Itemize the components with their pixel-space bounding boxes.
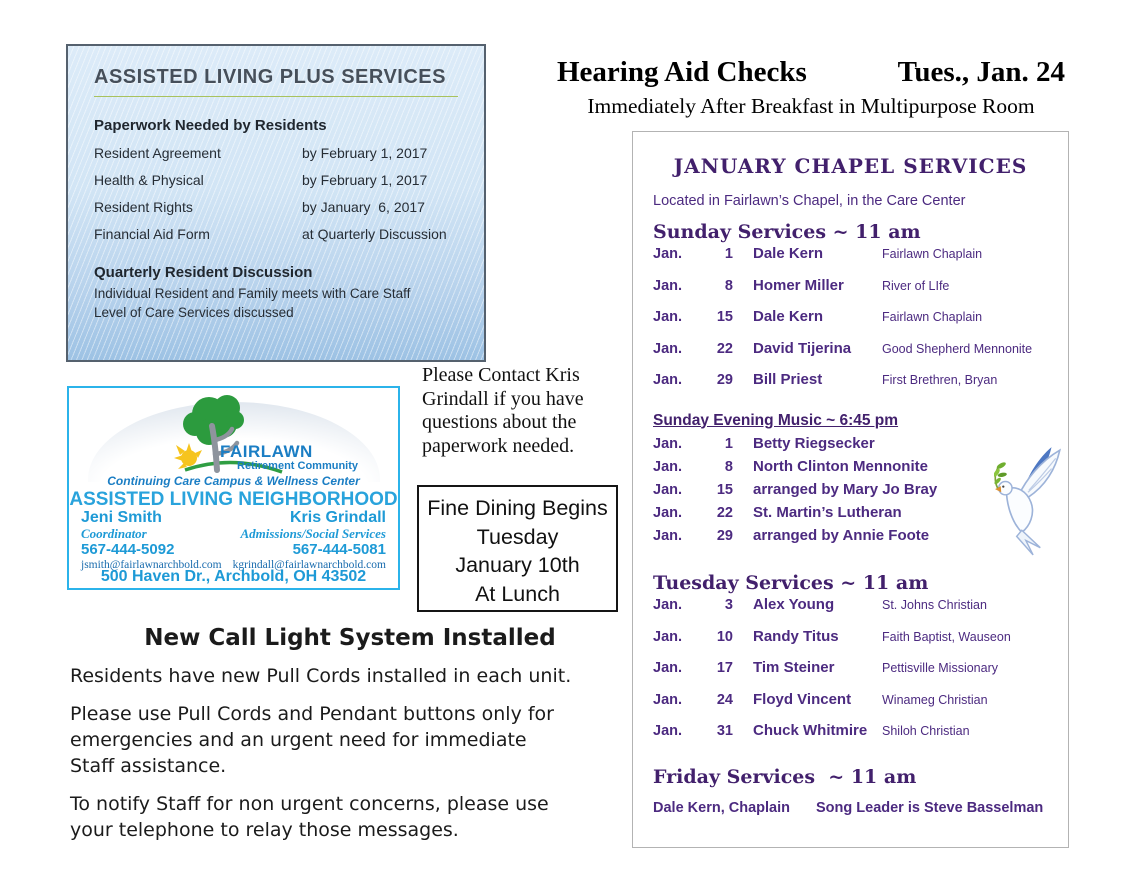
paperwork-due: at Quarterly Discussion [302,226,447,242]
service-speaker: Bill Priest [753,371,823,388]
music-performer: arranged by Annie Foote [753,527,930,545]
service-church: Fairlawn Chaplain [882,247,983,261]
paperwork-row [94,199,458,215]
friday-song-leader: Song Leader is Steve Basselman [816,799,1044,816]
fine-dining-line: Tuesday [476,524,559,549]
service-row [653,308,1048,340]
music-performer: arranged by Mary Jo Bray [753,480,938,498]
service-day: 29 [716,372,733,388]
friday-services-heading: Friday Services ~ 11 am [653,765,917,788]
service-month: Jan. [653,723,683,740]
paperwork-due: by February 1, 2017 [302,172,428,188]
service-month: Jan. [653,372,683,388]
service-speaker: Randy Titus [753,627,839,645]
chapel-title: JANUARY CHAPEL SERVICES [673,154,1028,178]
paperwork-row [94,226,458,242]
hearing-aid-title: Hearing Aid Checks [557,56,807,88]
music-month: Jan. [653,528,683,545]
paperwork-label: Resident Rights [94,199,193,215]
service-speaker: Dale Kern [753,245,824,262]
contact-title: Coordinator [81,526,147,541]
service-month: Jan. [653,340,683,357]
hearing-aid-subtitle: Immediately After Breakfast in Multipurpose Room [587,94,1035,118]
contact-note-line: paperwork needed. [422,434,575,457]
service-row [653,245,1048,277]
paragraph-line: To notify Staff for non urgent concerns, please use [70,793,549,815]
brand-subtitle: Retirement Community [237,460,359,472]
tuesday-services-rows [653,596,1048,754]
service-speaker: Tim Steiner [753,659,835,677]
card-address: 500 Haven Dr., Archbold, OH 43502 [100,568,367,585]
service-row [653,340,1048,372]
music-month: Jan. [653,458,683,475]
service-speaker: David Tijerina [753,339,852,357]
service-row [653,277,1048,309]
contact-phone: 567-444-5081 [292,541,386,558]
service-church: Fairlawn Chaplain [882,310,983,324]
brand-tagline: Continuing Care Campus & Wellness Center [107,474,360,488]
paperwork-label: Financial Aid Form [94,226,210,242]
service-speaker: Chuck Whitmire [753,722,868,740]
contact-note [422,364,584,458]
music-performer: Betty Riegsecker [753,434,875,452]
chapel-location: Located in Fairlawn’s Chapel, in the Care Center [653,193,966,209]
dove-icon [994,444,1066,559]
service-speaker: Alex Young [753,596,835,614]
service-church: Faith Baptist, Wauseon [882,629,1011,644]
music-day: 8 [724,458,733,475]
friday-chaplain: Dale Kern, Chaplain [653,799,790,816]
service-speaker: Dale Kern [753,308,824,325]
service-speaker: Floyd Vincent [753,690,852,708]
sunday-services-rows [653,245,1048,403]
paperwork-due: by February 1, 2017 [302,145,428,161]
music-performer: North Clinton Mennonite [753,457,928,475]
service-month: Jan. [653,246,683,262]
friday-services-row [653,800,1048,816]
music-day: 29 [716,528,733,545]
service-month: Jan. [653,628,683,645]
contact-title: Admissions/Social Services [240,526,386,541]
paragraph-line: Please use Pull Cords and Pendant buttons only for [70,703,554,725]
contact-note-line: Grindall if you have [422,387,584,410]
service-row [653,691,1048,723]
music-day: 1 [724,435,733,452]
service-church: Pettisville Missionary [882,661,999,676]
tuesday-services-heading: Tuesday Services ~ 11 am [653,572,929,595]
hearing-aid-title-row [557,56,1065,89]
service-day: 10 [716,628,733,645]
paperwork-row [94,145,458,161]
fairlawn-business-card [67,386,400,590]
service-church: Winameg Christian [882,692,988,707]
service-day: 22 [716,340,733,357]
chapel-services-box [632,131,1069,848]
call-light-paragraph [70,791,630,843]
paperwork-label: Resident Agreement [94,145,221,161]
service-day: 3 [724,597,733,614]
hearing-aid-header [557,56,1065,119]
music-row [653,435,1048,458]
contact-name: Jeni Smith [81,509,162,526]
paperwork-row [94,172,458,188]
service-month: Jan. [653,277,683,294]
paragraph-line: Staff assistance. [70,755,227,777]
sunday-evening-music-rows [653,435,1048,551]
call-light-paragraph [70,663,630,689]
service-church: River of LIfe [882,278,950,293]
music-month: Jan. [653,481,683,498]
paragraph-line: your telephone to relay those messages. [70,819,459,841]
music-row [653,504,1048,527]
service-month: Jan. [653,691,683,708]
contact-note-line: Please Contact Kris [422,364,580,386]
card-contacts [81,509,386,573]
assisted-living-plus-box [66,44,486,362]
paperwork-label: Health & Physical [94,172,204,188]
card-banner: ASSISTED LIVING NEIGHBORHOOD [69,489,398,510]
service-day: 15 [716,309,733,325]
fine-dining-box [417,485,618,612]
quarterly-discussion-line: Individual Resident and Family meets with Care Staff [94,286,411,301]
sunday-services-heading: Sunday Services ~ 11 am [653,221,921,243]
quarterly-discussion-line: Level of Care Services discussed [94,305,294,320]
music-day: 22 [716,505,733,522]
music-performer: St. Martin’s Lutheran [753,504,902,522]
service-row [653,596,1048,628]
music-day: 15 [716,481,733,498]
service-speaker: Homer Miller [753,276,844,294]
call-light-heading: New Call Light System Installed [144,625,556,651]
service-day: 8 [724,277,733,294]
contact-left [81,509,222,573]
paperwork-heading: Paperwork Needed by Residents [94,117,327,134]
service-row [653,371,1048,403]
contact-email: kgrindall@fairlawnarchbold.com [232,559,386,571]
service-church: Shiloh Christian [882,724,970,739]
service-day: 1 [724,246,733,262]
service-church: Good Shepherd Mennonite [882,341,1033,356]
service-month: Jan. [653,309,683,325]
sunday-evening-music-heading: Sunday Evening Music ~ 6:45 pm [653,411,899,429]
service-church: First Brethren, Bryan [882,373,998,387]
music-row [653,527,1048,550]
contact-right [233,509,386,573]
music-month: Jan. [653,505,683,522]
paragraph-line: Residents have new Pull Cords installed in each unit. [70,665,572,687]
paragraph-line: emergencies and an urgent need for immediate [70,729,527,751]
fine-dining-line: At Lunch [475,581,560,606]
service-month: Jan. [653,660,683,677]
service-month: Jan. [653,597,683,614]
contact-name: Kris Grindall [289,509,386,526]
paperwork-due: by January 6, 2017 [302,199,425,215]
service-row [653,628,1048,660]
call-light-section [70,625,630,843]
call-light-paragraph [70,701,630,779]
service-day: 31 [716,723,733,740]
hearing-aid-date: Tues., Jan. 24 [897,56,1065,88]
music-month: Jan. [653,435,683,452]
contact-note-line: questions about the [422,411,577,433]
brand-name: FAIRLAWN [220,442,313,461]
music-row [653,481,1048,504]
music-row [653,458,1048,481]
alps-title: ASSISTED LIVING PLUS SERVICES [94,66,458,97]
fine-dining-line: January 10th [455,553,580,577]
quarterly-discussion-heading: Quarterly Resident Discussion [94,264,313,281]
contact-email: jsmith@fairlawnarchbold.com [81,559,222,571]
fine-dining-line: Fine Dining Begins [427,496,608,520]
paperwork-rows [94,145,458,242]
service-row [653,722,1048,754]
service-day: 17 [716,660,733,677]
service-church: St. Johns Christian [882,598,987,613]
service-day: 24 [716,691,733,708]
contact-phone: 567-444-5092 [81,541,175,558]
service-row [653,659,1048,691]
